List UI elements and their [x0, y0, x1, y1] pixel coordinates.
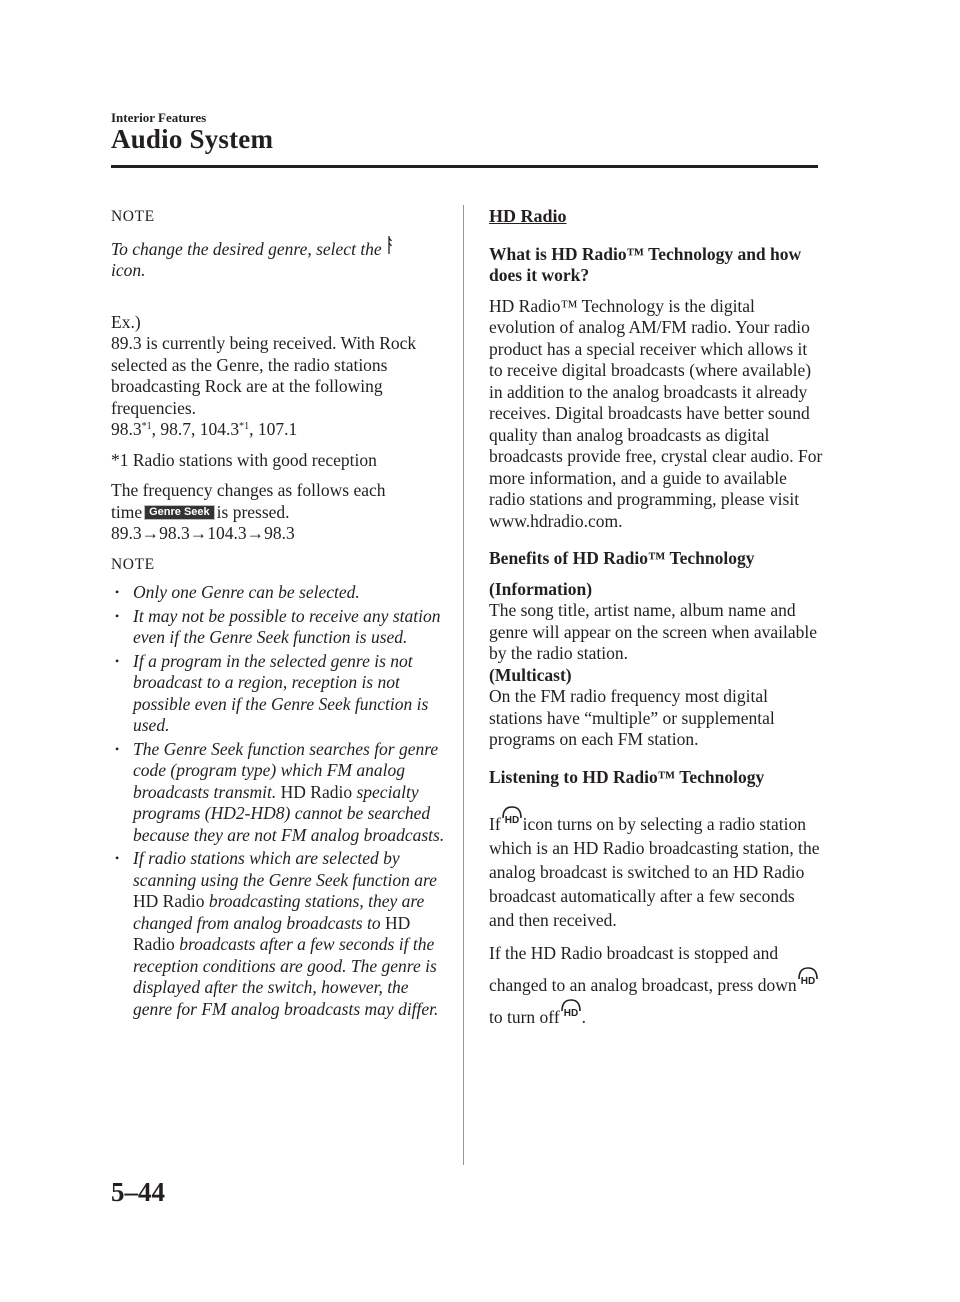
svg-text:HD: HD — [800, 976, 815, 987]
frequency-sequence: 89.3→98.3→104.3→98.3 — [111, 523, 295, 543]
hd-radio-mark: HD Radio — [732, 862, 805, 882]
hd-icon — [560, 997, 582, 1019]
chapter-title: Audio System — [111, 124, 274, 154]
svg-text:HD: HD — [504, 815, 519, 826]
list-item: • If radio stations which are selected by scanning using the Genre Seek function are HD Radio broadcasting stations, they are changed from analog broadcasts to HD Radio broadcasts after a few seconds if the reception conditions are good. The genre is displayed after the switch, however, the genre for FM analog broadcasts may differ. — [115, 848, 439, 1019]
hd-radio-mark: HD Radio — [280, 781, 353, 802]
left-column — [111, 206, 446, 1020]
list-item: • It may not be possible to receive any station even if the Genre Seek function is used. — [115, 605, 441, 647]
note-text: To change the desired genre, select the icon. — [111, 235, 446, 282]
note-heading-2: NOTE — [111, 555, 155, 573]
note-heading: NOTE — [111, 208, 155, 225]
page-number: 5–44 — [111, 1177, 165, 1207]
section-label: Interior Features — [111, 110, 207, 125]
list-item: • The Genre Seek function searches for genre code (program type) which FM analog broadcasts transmit. HD Radio specialty programs (HD2-HD8) cannot be searched because they are not FM analog broadcasts. — [115, 738, 445, 845]
hd-radio-mark: HD Radio — [133, 891, 205, 911]
multicast-text: On the FM radio frequency most digital stations have “multiple” or supplemental programs on each FM station. — [489, 686, 775, 749]
change-text: The frequency changes as follows each time Genre Seek is pressed. — [111, 480, 386, 522]
benefits-heading: Benefits of HD Radio™ Technology — [489, 548, 755, 568]
multicast-heading: (Multicast) — [489, 664, 572, 685]
listening-text-1: If HD icon turns on by selecting a radio station which is an HD Radio broadcasting station, the analog broadcast is switched to an HD Radio broadcast automatically after a few seconds and then received. — [489, 804, 824, 932]
column-divider — [463, 205, 464, 1165]
footnote: *1 Radio stations with good reception — [111, 449, 377, 470]
hd-radio-mark: HD Radio — [133, 912, 411, 954]
hd-icon — [501, 804, 523, 826]
hd-radio-mark: HD Radio — [530, 943, 603, 963]
hd-radio-mark: HD Radio — [573, 838, 645, 858]
note-bullets — [111, 582, 446, 1020]
example-label: Ex.) — [111, 311, 141, 332]
information-text: The song title, artist name, album name and genre will appear on the screen when available by the radio station. — [489, 600, 817, 663]
what-is-text: HD Radio™ Technology is the digital evolution of analog AM/FM radio. Your radio product has a special receiver which allows it to receive digital broadcasts (where available) in addition to the analog broadcasts it already receives. Digital broadcasts have better sound quality than analog broadcasts as digital broadcasts provide free, crystal clear audio. For more information, and a guide to available radio stations and programming, please visit www.hdradio.com. — [489, 295, 823, 531]
list-item: • Only one Genre can be selected. — [115, 582, 360, 602]
information-heading: (Information) — [489, 578, 593, 599]
right-column — [489, 206, 824, 1029]
genre-tune-icon — [386, 235, 392, 255]
list-item: • If a program in the selected genre is not broadcast to a region, reception is not possible even if the Genre Seek function is used. — [115, 650, 429, 735]
frequency-list: 98.3$^{*1}$, 98.7, 104.3$^{*1}$, 107.1 — [111, 419, 298, 439]
hd-radio-title: HD Radio — [489, 206, 567, 226]
example-text: 89.3 is currently being received. With Rock selected as the Genre, the radio stations broadcasting Rock are at the following frequencies. — [111, 333, 417, 418]
header-rule — [111, 165, 818, 168]
listening-heading: Listening to HD Radio™ Technology — [489, 766, 765, 787]
what-is-heading: What is HD Radio™ Technology and how does it work? — [489, 243, 802, 285]
svg-text:HD: HD — [563, 1008, 578, 1019]
genre-seek-button: Genre Seek — [144, 505, 215, 520]
hd-icon — [797, 965, 819, 987]
listening-text-2: If the HD Radio broadcast is stopped and changed to an analog broadcast, press down HD to turn off HD . — [489, 941, 824, 1029]
